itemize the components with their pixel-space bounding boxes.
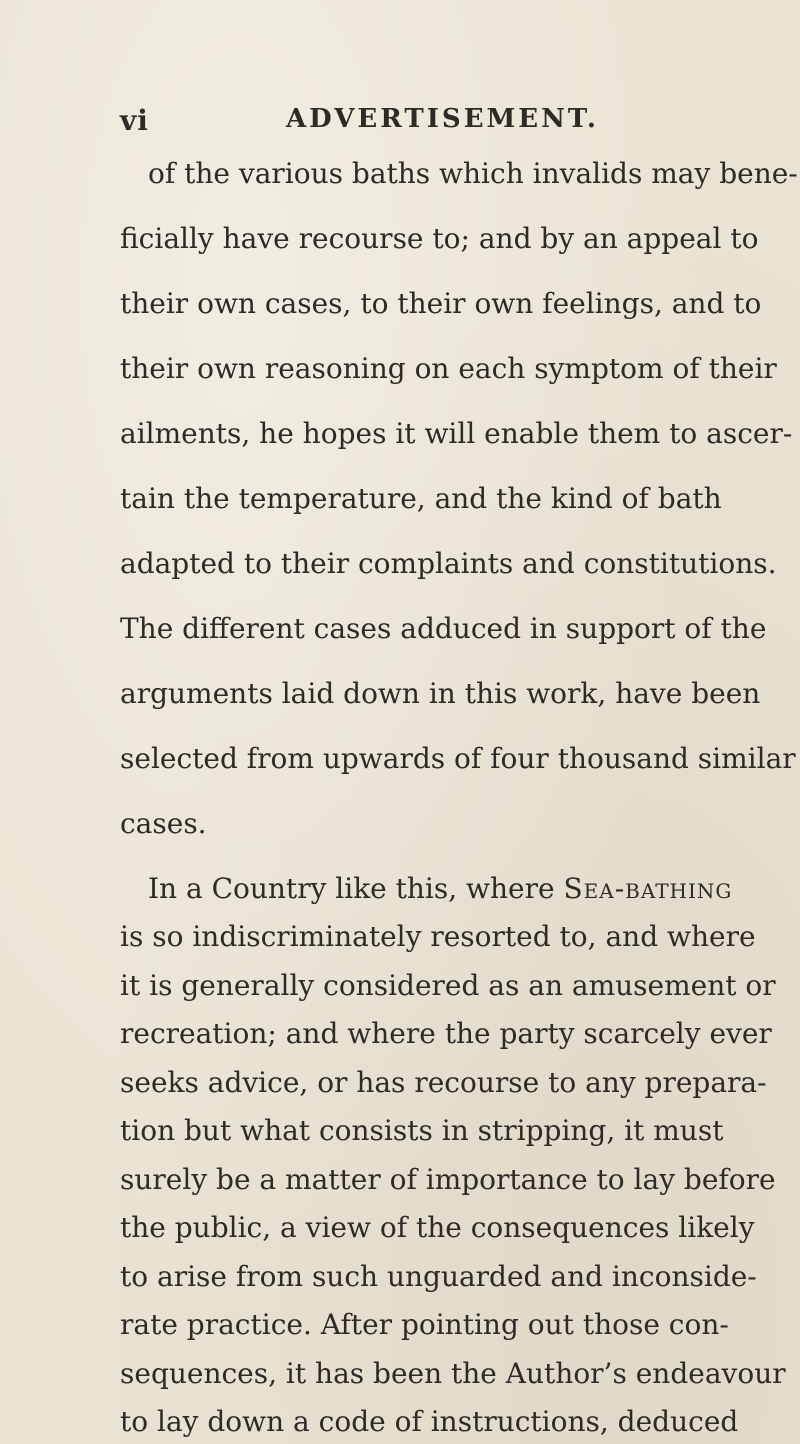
text-line: tion but what consists in stripping, it must — [120, 1114, 724, 1148]
text-line: cases. — [120, 807, 207, 840]
text-line: their own cases, to their own feelings, and to — [120, 287, 762, 320]
text-line: sequences, it has been the Author’s endeavour — [120, 1356, 786, 1390]
text-line: to lay down a code of instructions, deduced — [120, 1405, 739, 1438]
text-line: to arise from such unguarded and inconside- — [120, 1259, 757, 1293]
text-line: arguments laid down in this work, have been — [120, 677, 761, 710]
text-line: of the various baths which invalids may bene- — [148, 157, 798, 190]
text-line: is so indiscriminately resorted to, and where — [120, 920, 756, 954]
text-line: selected from upwards of four thousand similar — [120, 742, 796, 775]
text-line: it is generally considered as an amusement or — [120, 968, 776, 1002]
text-line: The different cases adduced in support of the — [120, 612, 767, 645]
text-run: In a Country like this, where — [148, 872, 564, 905]
text-line: surely be a matter of importance to lay before — [120, 1162, 776, 1196]
text-line: seeks advice, or has recourse to any prepara- — [120, 1065, 767, 1099]
page-header — [0, 104, 800, 144]
text-line: rate practice. After pointing out those con- — [120, 1308, 729, 1342]
text-line: tain the temperature, and the kind of bath — [120, 482, 722, 515]
page-number: vi — [120, 104, 149, 137]
text-line: recreation; and where the party scarcely ever — [120, 1017, 772, 1051]
small-caps-term: Sea-bathing — [563, 872, 733, 905]
text-line: their own reasoning on each symptom of their — [120, 352, 777, 385]
text-line: the public, a view of the consequences likely — [120, 1211, 755, 1245]
paragraph-first-line — [148, 872, 733, 905]
text-line: ailments, he hopes it will enable them to ascer- — [120, 417, 793, 450]
text-line: adapted to their complaints and constitutions. — [120, 547, 777, 580]
running-head: ADVERTISEMENT. — [286, 104, 599, 134]
text-line: ficially have recourse to; and by an appeal to — [120, 222, 759, 255]
